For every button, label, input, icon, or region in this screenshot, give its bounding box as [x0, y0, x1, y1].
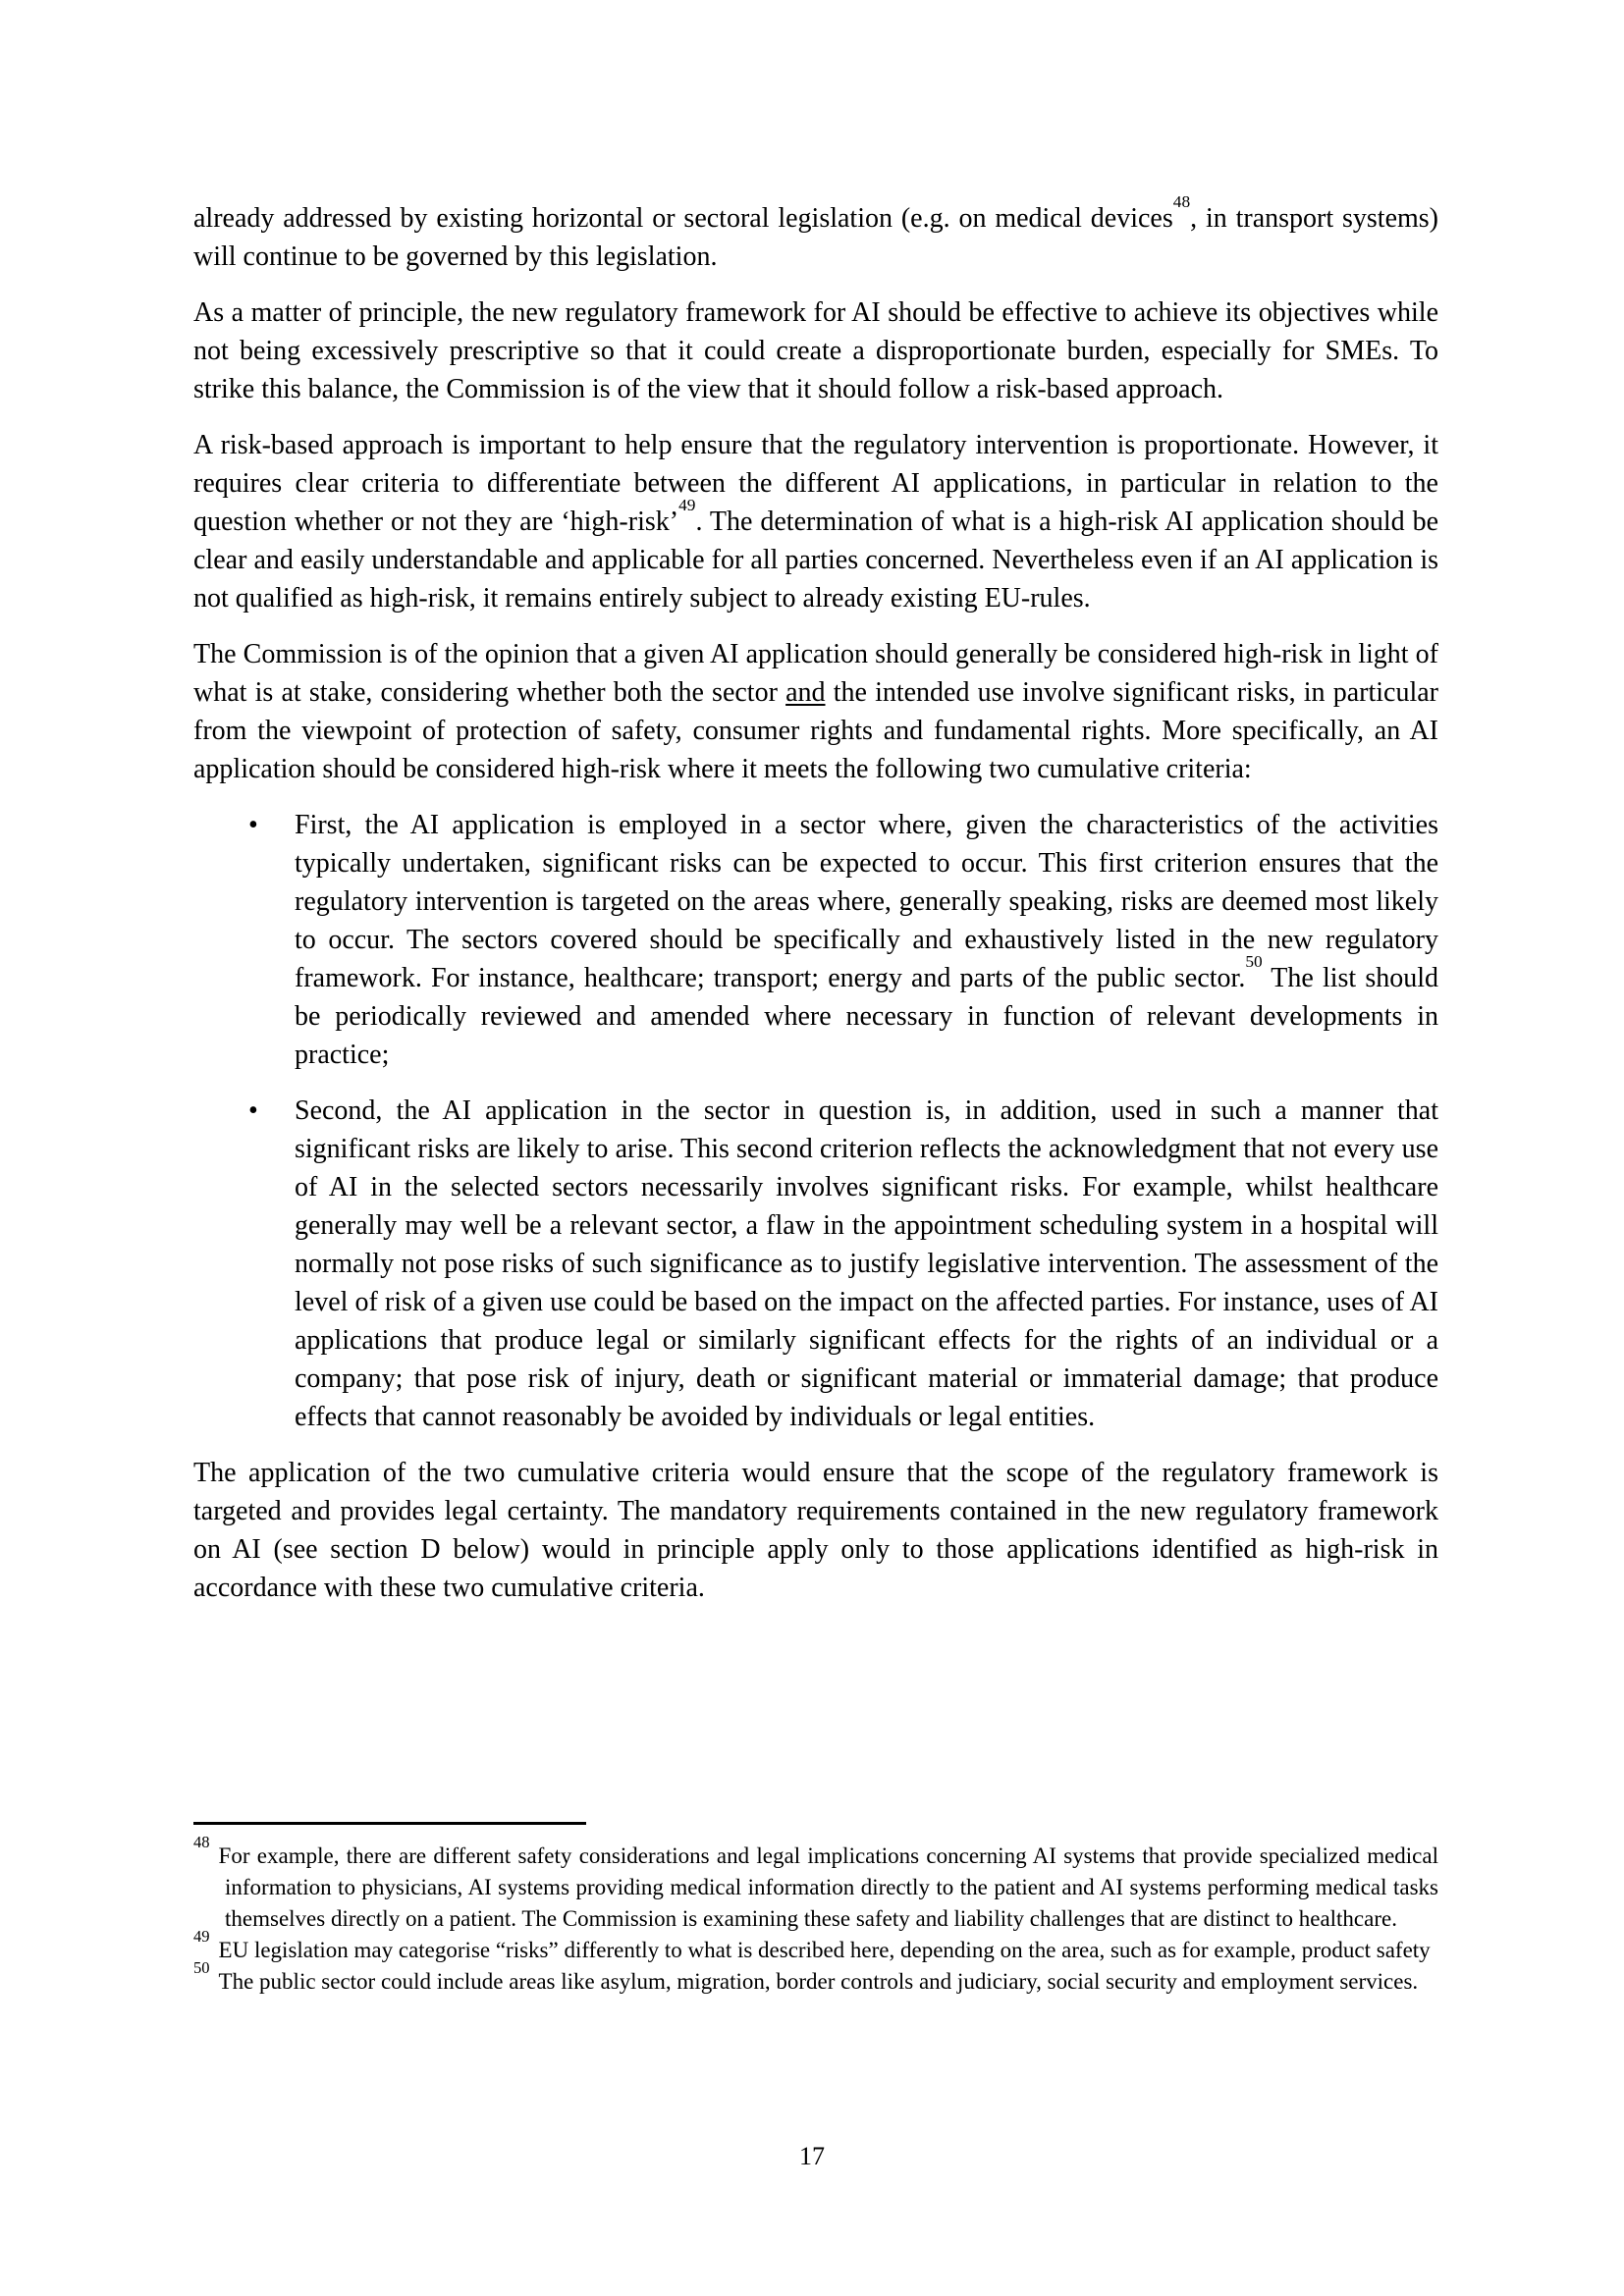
footnote-text: The public sector could include areas like asylum, migration, border controls and judiciary, social security and employment services. — [218, 1969, 1419, 1994]
footnote-ref-50: 50 — [1245, 952, 1263, 972]
footnote-marker-50: 50 — [193, 1957, 210, 1977]
bullet-text: First, the AI application is employed in a sector where, given the characteristics of the activities typically undertaken, significant risks can be expected to occur. This first criterion ensures that the regulatory intervention is targeted on the areas where, generally speaking, risks are deemed most likely to occur. The sectors covered should be specifically and exhaustively listed in the new regulatory framework. For instance, healthcare; transport; energy and parts of the public sector. — [295, 810, 1438, 993]
paragraph-principle — [193, 294, 1438, 408]
paragraph-text: The Commission is of the opinion that a given AI application should generally be considered high-risk in light of what is at stake, considering whether both the sector — [193, 639, 1438, 708]
paragraph-text: The application of the two cumulative criteria would ensure that the scope of the regulatory framework is targeted and provides legal certainty. The mandatory requirements contained in the new regulatory framework on AI (see section D below) would in principle apply only to those applications identified as high-risk in accordance with these two cumulative criteria. — [193, 1458, 1438, 1603]
bullet-text: The list should be periodically reviewed and amended where necessary in function of relevant developments in practice; — [295, 963, 1439, 1070]
footnote-49 — [193, 1926, 1438, 1966]
paragraph-text: A risk-based approach is important to help ensure that the regulatory intervention is proportionate. However, it requires clear criteria to differentiate between the different AI applications, in particular in relation to the question whether or not they are ‘high-risk’ — [193, 430, 1438, 537]
footnote-ref-48: 48 — [1172, 192, 1191, 212]
bullet-icon: • — [248, 810, 258, 840]
footnote-ref-49: 49 — [678, 496, 696, 515]
criteria-bullet-list — [193, 806, 1438, 1436]
paragraph-risk-based-approach — [193, 426, 1438, 617]
bullet-text: Second, the AI application in the sector in question is, in addition, used in such a manner that significant risks are likely to arise. This second criterion reflects the acknowledgment that not every use of AI in the selected sectors necessarily involves significant risks. For example, whilst healthcare generally may well be a relevant sector, a flaw in the appointment scheduling system in a hospital will normally not pose risks of such significance as to justify legislative intervention. The assessment of the level of risk of a given use could be based on the impact on the affected parties. For instance, uses of AI applications that produce legal or similarly significant effects for the rights of an individual or a company; that pose risk of injury, death or significant material or immaterial damage; that produce effects that cannot reasonably be avoided by individuals or legal entities. — [295, 1095, 1438, 1432]
bullet-item-first-criterion — [193, 806, 1438, 1074]
paragraph-commission-opinion — [193, 635, 1438, 788]
paragraph-text: the intended use involve significant risks, in particular from the viewpoint of protection of safety, consumer rights and fundamental rights. More specifically, an AI application should be considered high-risk where it meets the following two cumulative criteria: — [193, 677, 1438, 784]
footnote-text: EU legislation may categorise “risks” differently to what is described here, depending on the area, such as for example, product safety — [218, 1938, 1431, 1962]
paragraph-text: As a matter of principle, the new regulatory framework for AI should be effective to achieve its objectives while not being excessively prescriptive so that it could create a disproportionate burden, especially for SMEs. To strike this balance, the Commission is of the view that it should follow a risk-based approach. — [193, 297, 1438, 404]
paragraph-legislation — [193, 192, 1439, 276]
paragraph-text: , in transport systems) will continue to be governed by this legislation. — [193, 203, 1439, 272]
footnote-text: For example, there are different safety considerations and legal implications concerning AI systems that provide specialized medical information to physicians, AI systems providing medical information directly to the patient and AI systems performing medical tasks themselves directly on a patient. The Commission is examining these safety and liability challenges that are distinct to healthcare. — [218, 1843, 1438, 1931]
footnote-50 — [193, 1957, 1438, 1998]
footnote-marker-48: 48 — [193, 1832, 210, 1851]
footnote-separator-rule — [193, 1822, 586, 1825]
footnote-48 — [193, 1832, 1438, 1935]
page-number: 17 — [799, 2142, 825, 2170]
paragraph-application-criteria — [193, 1454, 1438, 1607]
bullet-item-second-criterion — [193, 1092, 1438, 1436]
paragraph-text: . The determination of what is a high-risk AI application should be clear and easily understandable and applicable for all parties concerned. Nevertheless even if an AI application is not qualified as high-risk, it remains entirely subject to already existing EU-rules. — [193, 507, 1438, 614]
paragraph-text: already addressed by existing horizontal or sectoral legislation (e.g. on medical devices — [193, 203, 1173, 234]
bullet-icon: • — [248, 1095, 258, 1126]
underlined-word: and — [785, 677, 826, 708]
body-text — [193, 192, 1439, 1625]
footnote-section — [193, 1822, 1438, 1998]
footnote-marker-49: 49 — [193, 1926, 210, 1946]
